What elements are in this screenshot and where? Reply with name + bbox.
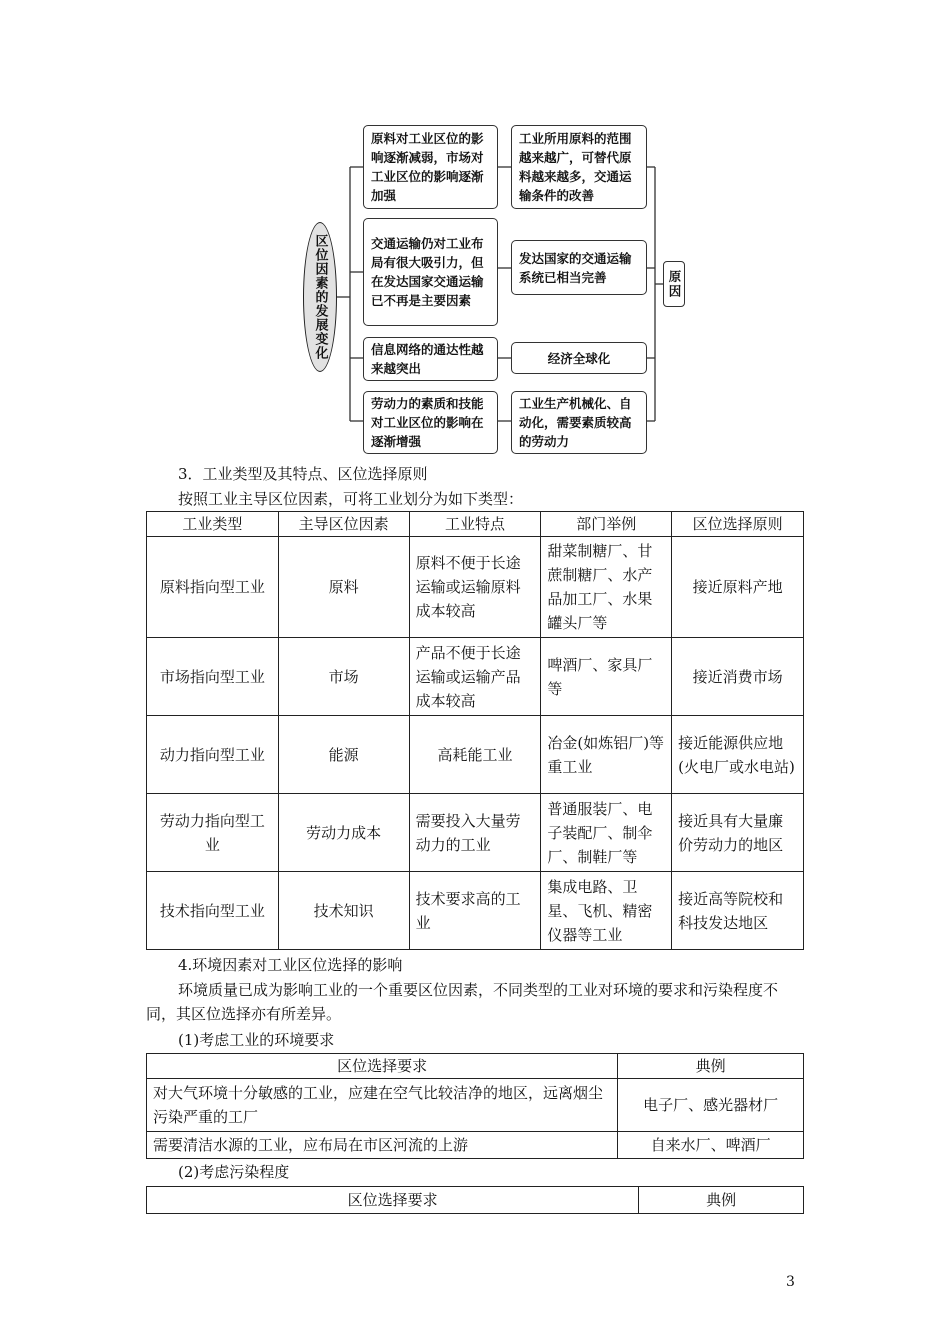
table-header-cell: 典例	[639, 1187, 804, 1214]
table-cell: 能源	[278, 716, 409, 794]
table-header-row	[147, 1054, 804, 1079]
table-row	[147, 1132, 804, 1159]
change-box-3: 信息网络的通达性越来越突出	[363, 337, 498, 381]
table-cell: 劳动力指向型工业	[147, 794, 279, 872]
table-header-cell: 区位选择要求	[147, 1054, 618, 1079]
table-cell: 技术知识	[278, 872, 409, 950]
table-cell: 技术指向型工业	[147, 872, 279, 950]
table-cell: 啤酒厂、家具厂等	[541, 638, 672, 716]
table-header-cell: 区位选择原则	[672, 512, 804, 537]
table-cell: 市场	[278, 638, 409, 716]
table-cell: 自来水厂、啤酒厂	[618, 1132, 804, 1159]
reason-label-box	[663, 261, 685, 307]
table-cell: 普通服装厂、电子装配厂、制伞厂、制鞋厂等	[541, 794, 672, 872]
table-cell: 接近能源供应地(火电厂或水电站)	[672, 716, 804, 794]
table-cell: 接近原料产地	[672, 537, 804, 638]
table-cell: 市场指向型工业	[147, 638, 279, 716]
table-header-cell: 工业特点	[409, 512, 541, 537]
page-number: 3	[786, 1274, 795, 1290]
table-row	[147, 537, 804, 638]
table-cell: 原料不便于长途运输或运输原料成本较高	[409, 537, 541, 638]
table-header-cell: 主导区位因素	[278, 512, 409, 537]
table-row	[147, 794, 804, 872]
table-cell: 冶金(如炼铝厂)等重工业	[541, 716, 672, 794]
change-box-4: 劳动力的素质和技能对工业区位的影响在逐渐增强	[363, 391, 498, 454]
reason-box-1: 工业所用原料的范围越来越广，可替代原料越来越多，交通运输条件的改善	[511, 125, 647, 209]
table-row	[147, 872, 804, 950]
reason-box-4: 工业生产机械化、自动化，需要素质较高的劳动力	[511, 391, 647, 454]
table-cell: 原料	[278, 537, 409, 638]
industry-type-table	[146, 511, 804, 950]
environment-requirement-table	[146, 1053, 804, 1159]
section3-heading: 3．工业类型及其特点、区位选择原则	[178, 465, 428, 483]
table-cell: 接近消费市场	[672, 638, 804, 716]
reason-label: 原因	[667, 269, 682, 299]
table-cell: 动力指向型工业	[147, 716, 279, 794]
table-cell: 接近具有大量廉价劳动力的地区	[672, 794, 804, 872]
table-row	[147, 638, 804, 716]
section4-sub2: (2)考虑污染程度	[178, 1163, 290, 1181]
table-cell: 对大气环境十分敏感的工业，应建在空气比较洁净的地区，远离烟尘污染严重的工厂	[147, 1079, 618, 1132]
reason-box-2: 发达国家的交通运输系统已相当完善	[511, 240, 647, 295]
reason-box-3: 经济全球化	[511, 342, 647, 374]
table-cell: 接近高等院校和科技发达地区	[672, 872, 804, 950]
table-cell: 需要投入大量劳动力的工业	[409, 794, 541, 872]
section3-intro: 按照工业主导区位因素，可将工业划分为如下类型：	[178, 490, 524, 508]
table-cell: 技术要求高的工业	[409, 872, 541, 950]
section4-heading: 4.环境因素对工业区位选择的影响	[178, 956, 403, 974]
section4-body: 环境质量已成为影响工业的一个重要区位因素，不同类型的工业对环境的要求和污染程度不同，其区位选择亦有所差异。	[146, 981, 779, 1023]
table-row	[147, 716, 804, 794]
table-header-cell: 典例	[618, 1054, 804, 1079]
table-cell: 劳动力成本	[278, 794, 409, 872]
table-cell: 高耗能工业	[409, 716, 541, 794]
diagram-center-node	[303, 222, 337, 372]
table-header-cell: 区位选择要求	[147, 1187, 639, 1214]
table-header-row	[147, 1187, 804, 1214]
table-header-cell: 部门举例	[541, 512, 672, 537]
table-header-cell: 工业类型	[147, 512, 279, 537]
table-cell: 集成电路、卫星、飞机、精密仪器等工业	[541, 872, 672, 950]
table-cell: 原料指向型工业	[147, 537, 279, 638]
change-box-1: 原料对工业区位的影响逐渐减弱，市场对工业区位的影响逐渐加强	[363, 125, 498, 209]
table-cell: 需要清洁水源的工业，应布局在市区河流的上游	[147, 1132, 618, 1159]
table-row	[147, 1079, 804, 1132]
table-cell: 甜菜制糖厂、甘蔗制糖厂、水产品加工厂、水果罐头厂等	[541, 537, 672, 638]
section4-sub1: (1)考虑工业的环境要求	[178, 1031, 335, 1049]
change-box-2: 交通运输仍对工业布局有很大吸引力，但在发达国家交通运输已不再是主要因素	[363, 218, 498, 326]
table-cell: 产品不便于长途运输或运输产品成本较高	[409, 638, 541, 716]
table-header-row	[147, 512, 804, 537]
pollution-table	[146, 1186, 804, 1214]
table-cell: 电子厂、感光器材厂	[618, 1079, 804, 1132]
diagram-center-label: 区位因素的发展变化	[312, 234, 328, 360]
